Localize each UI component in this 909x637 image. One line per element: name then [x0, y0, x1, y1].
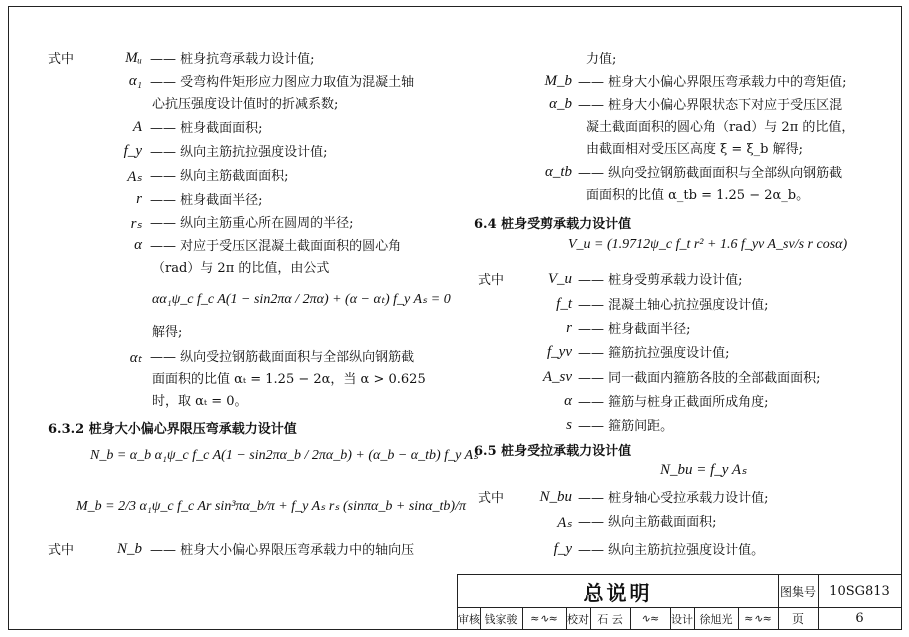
def-text-cont: 由截面相对受压区高度 ξ = ξ_b 解得;: [586, 142, 803, 157]
designer-signature: ≈∿≈: [738, 608, 779, 629]
def-symbol: r: [566, 320, 572, 336]
vu-equation: V_u = (1.9712ψ_c f_t r² + 1.6 f_yv A_sv/s r cosα): [568, 237, 848, 252]
page-label: 页: [778, 608, 819, 629]
def-symbol: s: [566, 417, 572, 433]
def-text: —— 纵向主筋抗拉强度设计值;: [150, 145, 328, 160]
def-symbol: Aₛ: [127, 169, 142, 185]
def-text: —— 对应于受压区混凝土截面面积的圆心角: [150, 239, 402, 254]
def-text: —— 纵向受拉钢筋截面面积与全部纵向钢筋截: [578, 166, 843, 181]
solve-text: 解得;: [152, 325, 183, 340]
def-symbol: αₜ: [129, 350, 142, 366]
reviewer-signature: ≈∿≈: [522, 608, 567, 629]
atlas-number-label: 图集号: [778, 575, 819, 608]
mb-equation: M_b = 2/3 α₁ψ_c f_c Ar sin³πα_b/π + f_y Aₛ rₛ (sinπα_b + sinα_tb)/π: [76, 499, 466, 514]
def-text: —— 纵向受拉钢筋截面面积与全部纵向钢筋截: [150, 350, 415, 365]
def-symbol: α: [134, 237, 142, 253]
def-symbol: M_b: [544, 73, 572, 89]
designer-name: 徐旭光: [694, 608, 739, 629]
def-text-cont: 力值;: [586, 52, 617, 67]
def-text: —— 桩身截面面积;: [150, 121, 263, 136]
def-symbol: Mᵤ: [125, 50, 142, 66]
def-text: —— 桩身截面半径;: [150, 193, 263, 208]
page-number: 6: [855, 611, 864, 626]
reviewer-name: 钱家骏: [480, 608, 523, 629]
def-text: —— 同一截面内箍筋各肢的全部截面面积;: [578, 371, 821, 386]
def-text-cont: 时，取 αₜ = 0。: [152, 394, 248, 409]
alpha-equation: αα₁ψ_c f_c A(1 − sin2πα / 2πα) + (α − αₜ) f_y Aₛ = 0: [152, 292, 451, 307]
def-symbol: rₛ: [130, 216, 142, 232]
drawing-title: 总说明: [458, 575, 779, 608]
def-text: —— 桩身截面半径;: [578, 322, 691, 337]
review-label: 审核: [458, 608, 481, 629]
def-symbol: A: [132, 119, 142, 135]
def-symbol: α: [564, 393, 572, 409]
def-text: —— 桩身受剪承载力设计值;: [578, 273, 743, 288]
def-symbol: A_sv: [542, 369, 572, 385]
def-text: —— 桩身抗弯承载力设计值;: [150, 52, 315, 67]
atlas-number: 10SG813: [829, 584, 890, 599]
def-text: —— 纵向主筋抗拉强度设计值。: [578, 543, 765, 558]
def-text: —— 箍筋间距。: [578, 419, 674, 434]
def-text: —— 纵向主筋重心所在圆周的半径;: [150, 216, 354, 231]
def-text-cont: 心抗压强度设计值时的折减系数;: [152, 97, 339, 112]
section-6-4: 6.4 桩身受剪承载力设计值: [474, 217, 632, 232]
def-text-cont: 凝土截面面积的圆心角（rad）与 2π 的比值，: [586, 120, 855, 135]
nbu-equation: N_bu = f_y Aₛ: [660, 462, 747, 478]
title-block: [457, 574, 900, 628]
title-block-row: [457, 607, 901, 629]
nb-equation: N_b = α_b α₁ψ_c f_c A(1 − sin2πα_b / 2πα_b) + (α_b − α_tb) f_y Aₛ: [90, 448, 479, 463]
def-text: —— 箍筋与桩身正截面所成角度;: [578, 395, 769, 410]
def-symbol: N_b: [116, 541, 142, 557]
def-text: —— 纵向主筋截面面积;: [578, 515, 717, 530]
def-text: —— 纵向主筋截面面积;: [150, 169, 289, 184]
def-text-cont: （rad）与 2π 的比值，由公式: [152, 261, 330, 276]
def-text: —— 桩身大小偏心界限压弯承载力中的轴向压: [150, 543, 415, 558]
checker-signature: ∿≈: [630, 608, 671, 629]
def-symbol: f_y: [123, 143, 142, 159]
def-text: —— 桩身轴心受拉承载力设计值;: [578, 491, 769, 506]
def-symbol: α_tb: [544, 164, 572, 180]
def-text: —— 受弯构件矩形应力图应力取值为混凝土轴: [150, 75, 415, 90]
checker-name: 石 云: [590, 608, 631, 629]
def-text-cont: 面面积的比值 αₜ = 1.25 − 2α，当 α > 0.625: [152, 372, 426, 387]
def-text-cont: 面面积的比值 α_tb = 1.25 − 2α_b。: [586, 188, 810, 203]
section-6-3-2: 6.3.2 桩身大小偏心界限压弯承载力设计值: [48, 422, 297, 437]
def-symbol: f_yv: [547, 344, 572, 360]
def-symbol: f_y: [553, 541, 572, 557]
intro-label: 式中: [48, 52, 75, 67]
check-label: 校对: [566, 608, 591, 629]
def-symbol: f_t: [556, 296, 572, 312]
section-6-5: 6.5 桩身受拉承载力设计值: [474, 444, 632, 459]
def-text: —— 箍筋抗拉强度设计值;: [578, 346, 730, 361]
def-symbol: α₁: [128, 73, 142, 89]
title-block-row: [457, 574, 901, 608]
def-symbol: N_bu: [539, 489, 572, 505]
def-symbol: V_u: [547, 271, 572, 287]
intro-label: 式中: [48, 543, 75, 558]
def-symbol: r: [136, 191, 142, 207]
def-text: —— 桩身大小偏心界限压弯承载力中的弯矩值;: [578, 75, 847, 90]
intro-label: 式中: [478, 273, 505, 288]
def-text: —— 混凝土轴心抗拉强度设计值;: [578, 298, 769, 313]
def-symbol: α_b: [549, 96, 572, 112]
def-symbol: Aₛ: [557, 515, 572, 531]
def-text: —— 桩身大小偏心界限状态下对应于受压区混: [578, 98, 843, 113]
intro-label: 式中: [478, 491, 505, 506]
design-label: 设计: [670, 608, 695, 629]
